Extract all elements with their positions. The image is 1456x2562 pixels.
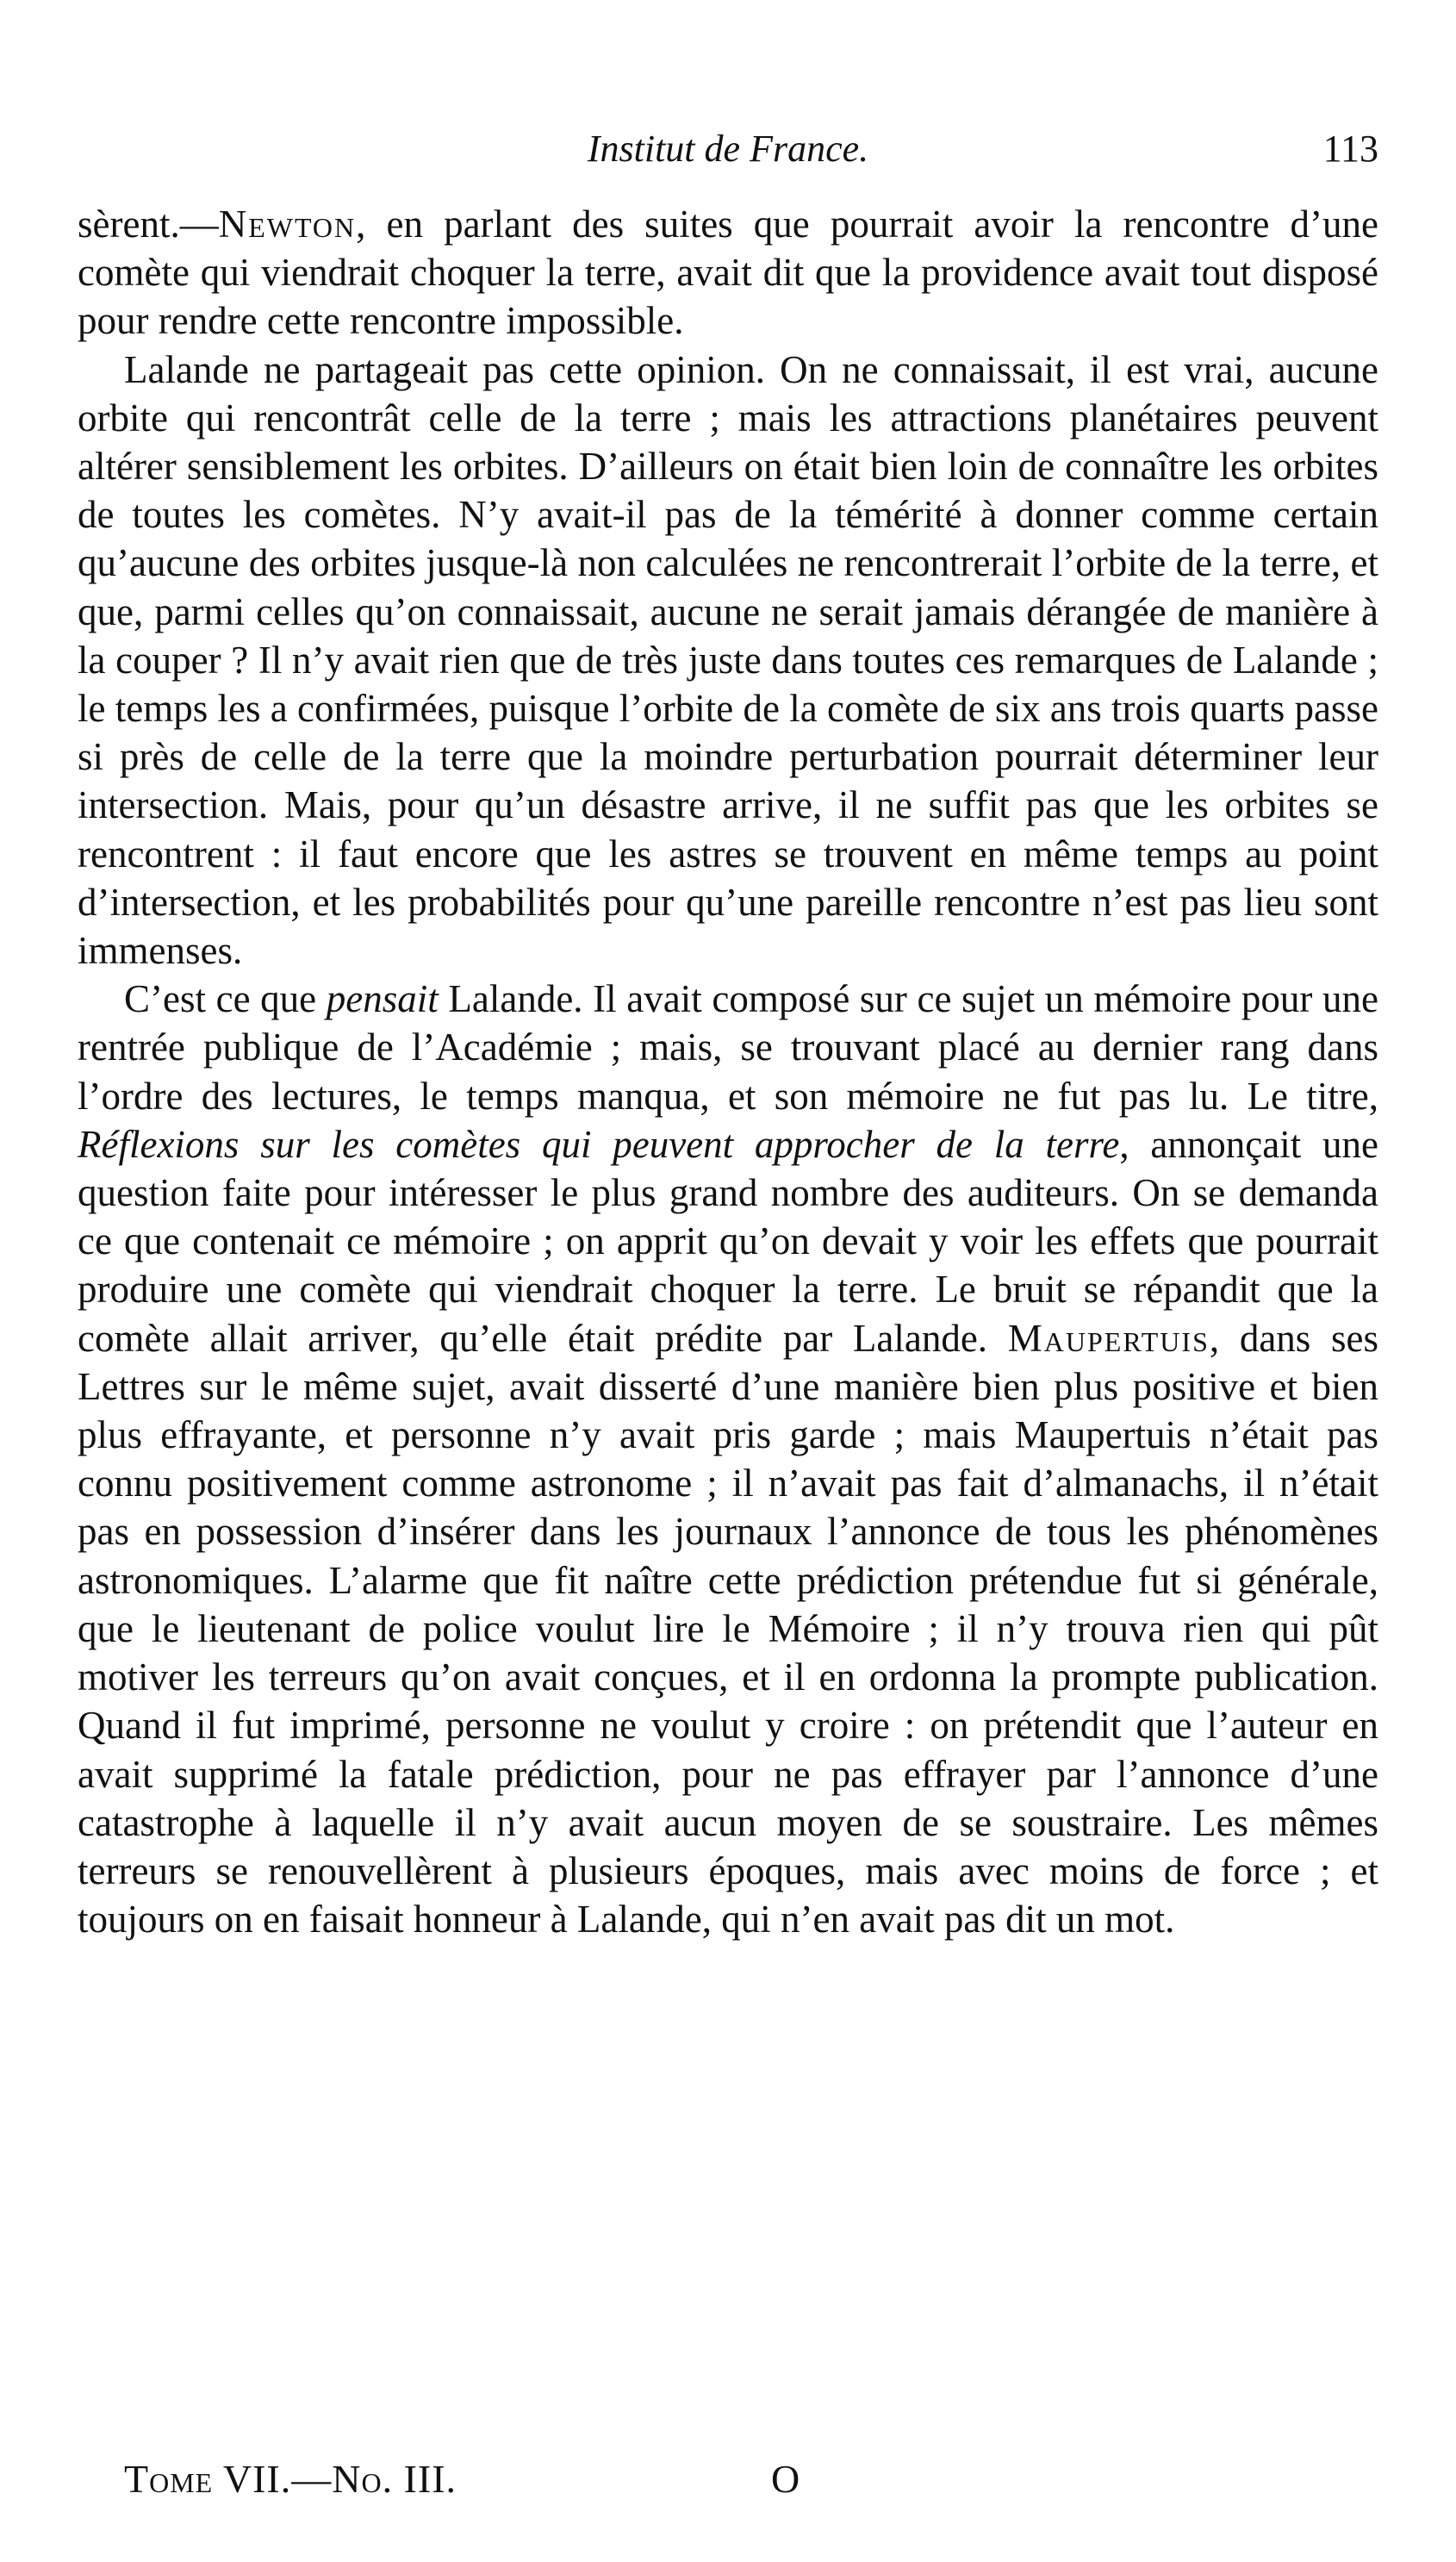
text-run: sèrent.— <box>78 203 219 246</box>
running-title: Institut de France. <box>587 128 869 170</box>
author-name-newton: Newton <box>218 203 357 246</box>
emphasis-text: pensait <box>326 977 439 1021</box>
text-run: Lalande ne partageait pas cette opinion. On ne connaissait, il est vrai, aucune orbite qui rencontrât celle de la terre ; mais les attractions planétaires peuvent altérer sensiblement les orbites. D’ailleurs on était bien loin de connaître les orbites de toutes les comètes. N’y avait-il pas de la témérité à donner comme certain qu’aucune des orbites jusque-là non calculées ne rencontrerait l’orbite de la terre, et que, parmi celles qu’on connaissait, aucune ne serait jamais dérangée de manière à la couper ? Il n’y avait rien que de très juste dans toutes ces remarques de Lalande ; le temps les a confirmées, puisque l’orbite de la comète de six ans trois quarts passe si près de celle de la terre que la moindre perturbation pourrait déterminer leur intersection. Mais, pour qu’un désastre arrive, il ne suffit pas que les orbites se rencontrent : il faut encore que les astres se trouvent en même temps au point d’intersection, et les probabilités pour qu’une pareille rencontre n’est pas lieu sont immenses. <box>78 347 1378 973</box>
text-run: , dans ses Lettres sur le même sujet, avait disserté d’une manière bien plus positive et bien plus effrayante, et personne n’y avait pris garde ; mais Maupertuis n’était pas connu positivement comme astronome ; il n’avait pas fait d’almanachs, il n’était pas en possession d’insérer dans les journaux l’annonce de tous les phénomènes astronomiques. L’alarme que fit naître cette prédiction prétendue fut si générale, que le lieutenant de police voulut lire le Mémoire ; il n’y trouva rien qui pût motiver les terreurs qu’on avait conçues, et il en ordonna la prompte publication. Quand il fut imprimé, personne ne voulut y croire : on prétendit que l’auteur en avait supprimé la fatale prédiction, pour ne pas effrayer par l’annonce d’une catastrophe à laquelle il n’y avait aucun moyen de se soustraire. Les mêmes terreurs se renouvellèrent à plusieurs époques, mais avec moins de force ; et toujours on en faisait honneur à Lalande, qui n’en avait pas dit un mot. <box>78 1316 1379 1942</box>
paragraph-1 <box>78 200 1378 346</box>
running-head <box>78 119 1378 179</box>
paragraph-3 <box>78 975 1378 1943</box>
volume-line: Tome VII.—No. III. <box>124 2457 457 2501</box>
text-run: C’est ce que <box>124 977 327 1021</box>
text-run: , annonçait une question faite pour intéresser le plus grand nombre des auditeurs. On se demanda ce que contenait ce mémoire ; on apprit qu’on devait y voir les effets que pourrait produire une comète qui viendrait choquer la terre. Le bruit se répandit que la comète allait arriver, qu’elle était prédite par Lalande. <box>78 1122 1378 1360</box>
page-number: 113 <box>1322 128 1378 170</box>
body-text <box>78 200 1378 2406</box>
page-footer <box>78 2449 1378 2509</box>
author-name-maupertuis: Maupertuis <box>1007 1316 1210 1360</box>
paragraph-2 <box>78 346 1378 976</box>
signature-mark: O <box>771 2457 800 2501</box>
text-run: , en parlant des suites que pourrait avoir la rencontre d’une comète qui viendrait choquer la terre, avait dit que la providence avait tout disposé pour rendre cette rencontre impossible. <box>78 203 1378 343</box>
memoir-title: Réflexions sur les comètes qui peuvent approcher de la terre <box>78 1122 1120 1166</box>
text-run: Lalande. Il avait composé sur ce sujet un mémoire pour une rentrée publique de l’Académie ; mais, se trouvant placé au dernier rang dans l’ordre des lectures, le temps manqua, et son mémoire ne fut pas lu. Le titre, <box>78 977 1378 1118</box>
